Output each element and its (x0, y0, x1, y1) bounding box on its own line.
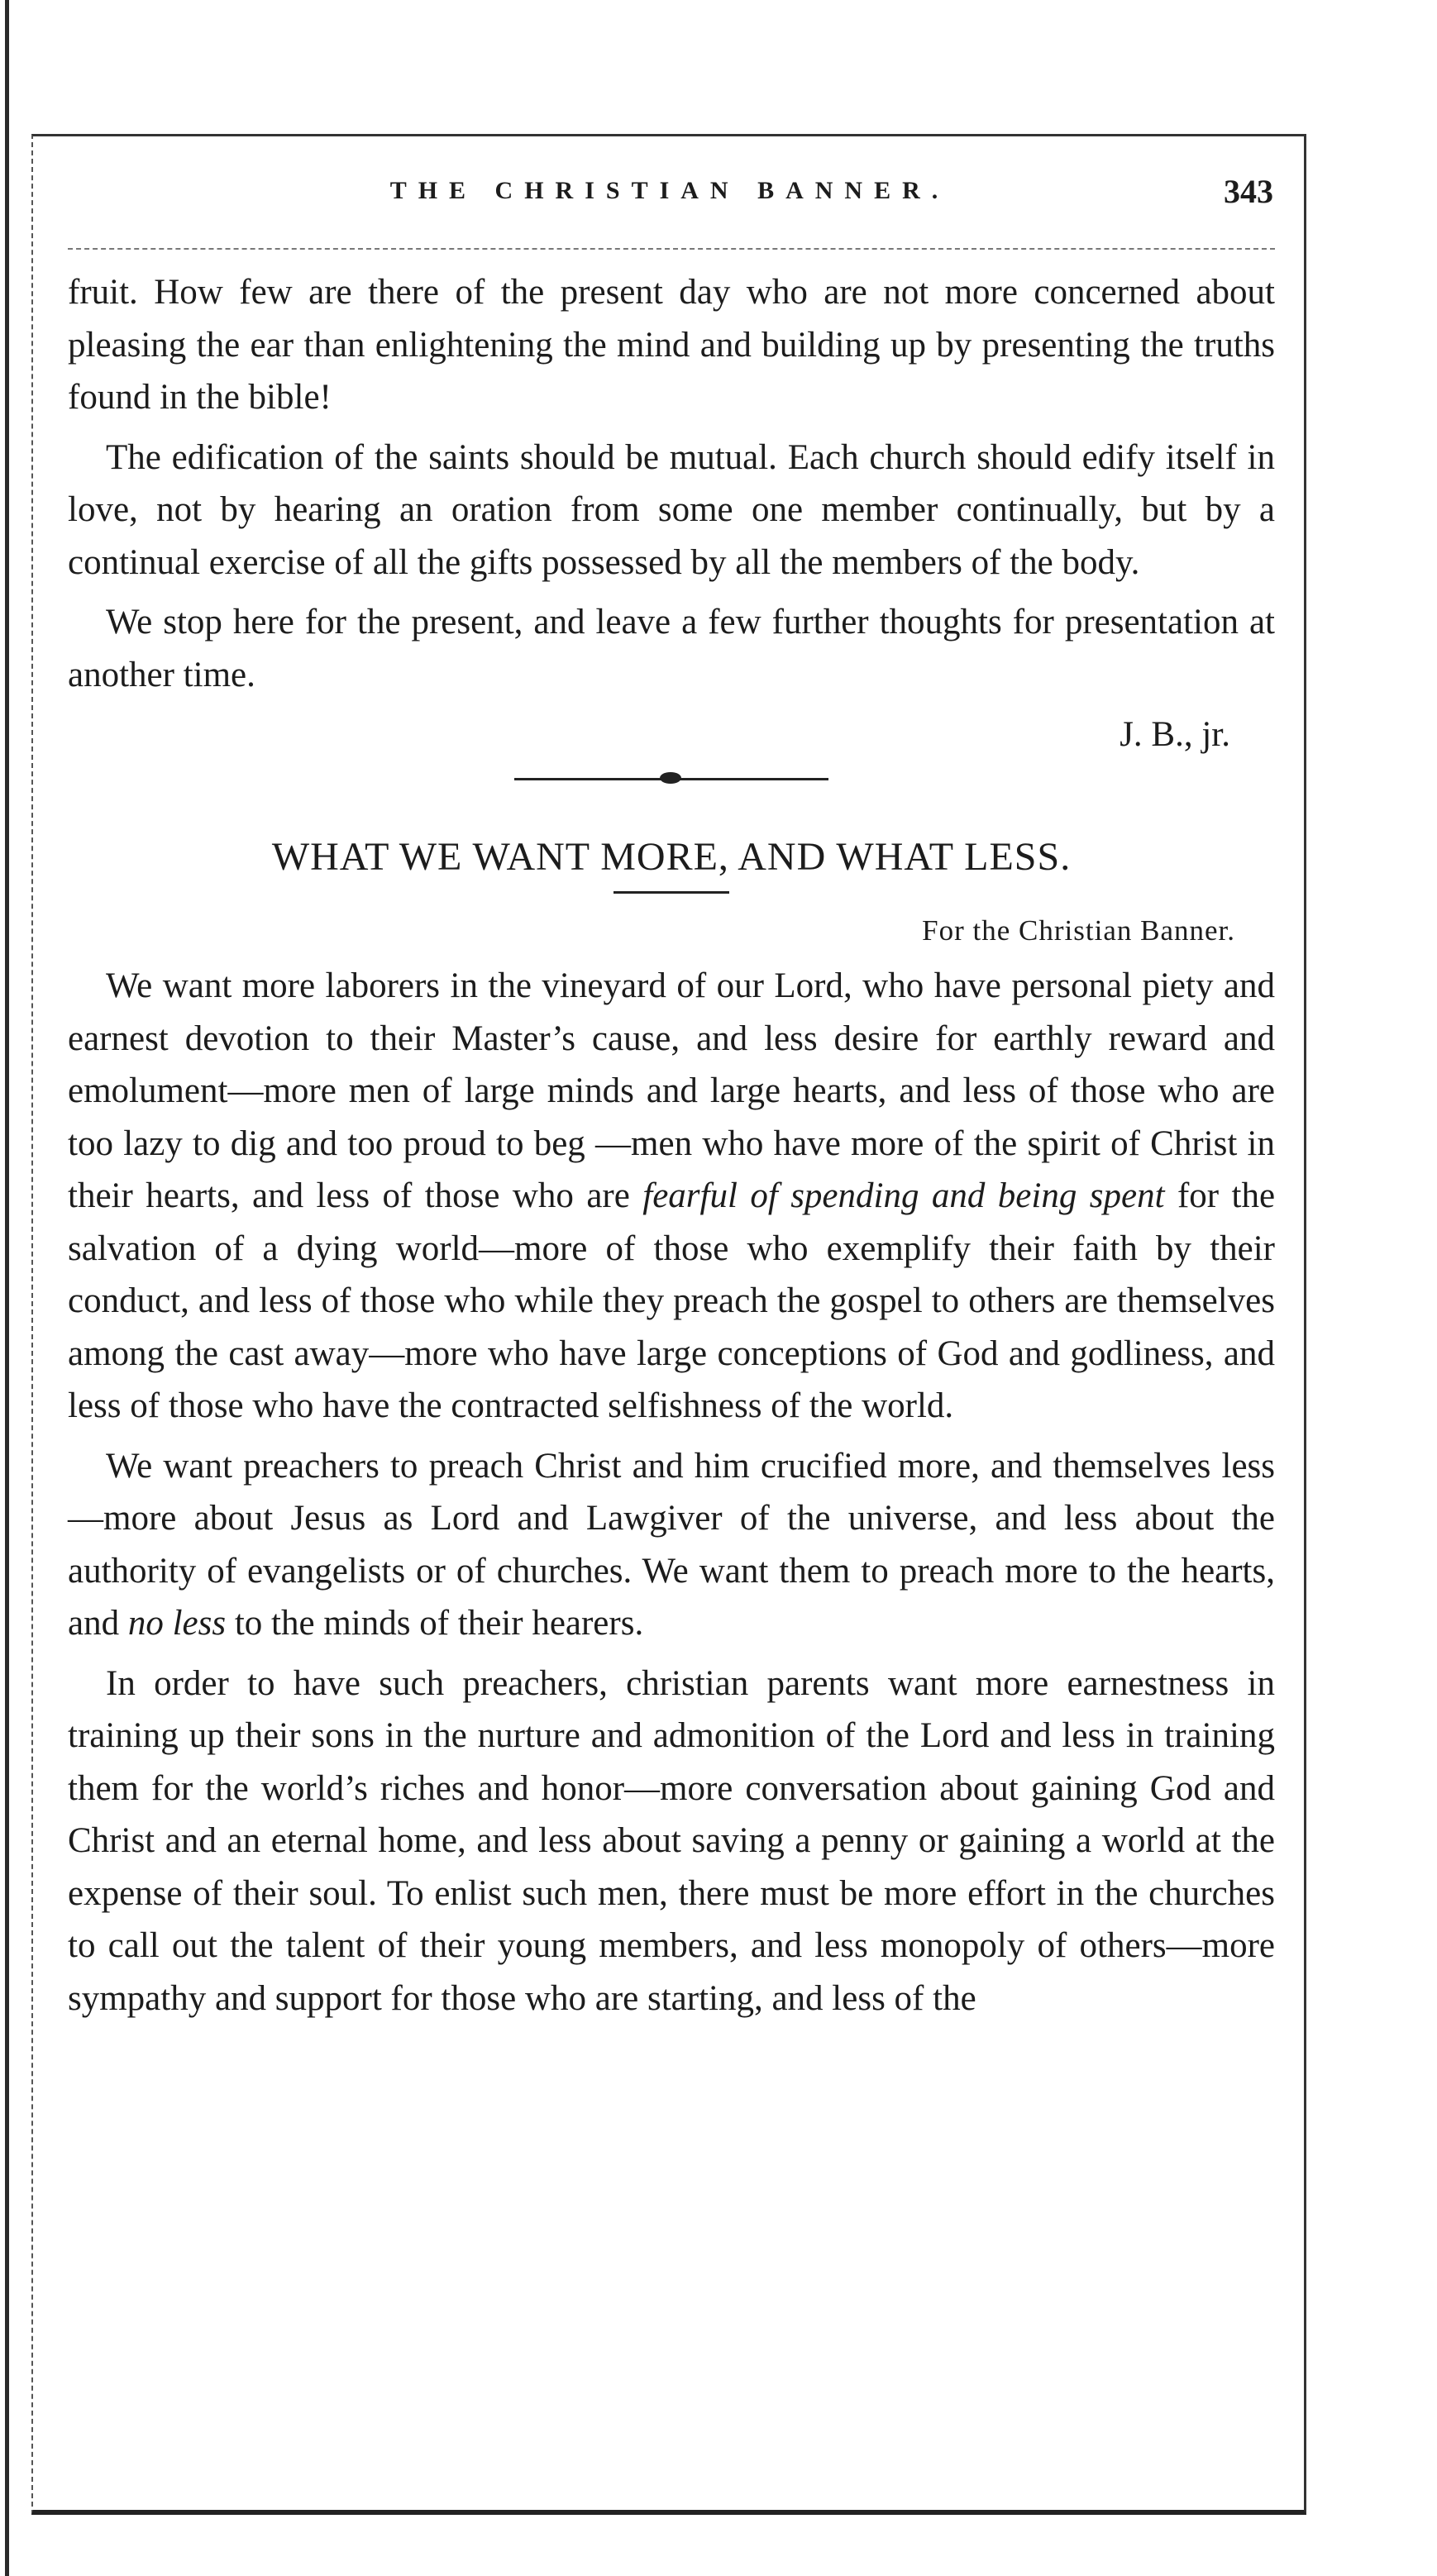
paragraph (68, 1440, 1275, 1650)
text-run: We want preachers to preach Christ and him crucified more, and themselves less—more about Jesus as Lord and Lawgiver of the universe, and less about the authority of evangelists or of churches. We want them to preach more to the hearts, and (68, 1446, 1275, 1643)
paragraph: fruit. How few are there of the present day who are not more concerned about pleasing the ear than enlightening the mind and building up by presenting the truths found in the bible! (68, 273, 1275, 417)
italic-phrase: fearful of spending and being spent (642, 1176, 1165, 1215)
section-divider-ornament (514, 770, 828, 787)
paragraph: We stop here for the present, and leave a few further thoughts for presentation at another time. (68, 603, 1275, 694)
header-rule (68, 248, 1275, 250)
signature: J. B., jr. (1120, 715, 1230, 754)
paragraph: The edification of the saints should be mutual. Each church should edify itself in love, not by hearing an oration from some one member continually, but by a continual exercise of all the gifts possessed by all the members of the body. (68, 437, 1275, 582)
italic-phrase: no less (127, 1604, 227, 1643)
title-rule (613, 891, 729, 894)
text-run: for the salvation of a dying world—more of those who exemplify their faith by their conduct, and less of those who while they preach the gospel to others are themselves among the cast away—more who have large conceptions of God and godliness, and less of those who have the contracted selfishness of the world. (68, 1176, 1276, 1425)
text-run: We want more laborers in the vineyard of our Lord, who have personal piety and earnest devotion to their Master’s cause, and less desire for earthly reward and emolument—more men of large minds and large hearts, and less of those who are too lazy to dig and too proud to beg —men who have more of the spirit of Christ in their hearts, and less of those who are (68, 966, 1275, 1215)
article-title: WHAT WE WANT MORE, AND WHAT LESS. (271, 835, 1072, 879)
binding-edge-line (5, 0, 9, 2576)
page-number: 343 (1224, 173, 1273, 210)
running-title: THE CHRISTIAN BANNER. (389, 177, 950, 204)
page-content (68, 266, 1275, 2032)
text-run: to the minds of their hearers. (234, 1604, 644, 1643)
article-byline: For the Christian Banner. (922, 914, 1235, 947)
page-header (66, 172, 1273, 222)
paragraph: In order to have such preachers, christian parents want more earnestness in training up their sons in the nurture and admonition of the Lord and less in training them for the world’s riches and honor—more conversation about gaining God and Christ and an eternal home, and less about saving a penny or gaining a world at the expense of their soul. To enlist such men, there must be more effort in the churches to call out the talent of their young members, and less monopoly of others—more sympathy and support for those who are starting, and less of the (68, 1663, 1275, 2018)
paragraph (68, 960, 1275, 1433)
